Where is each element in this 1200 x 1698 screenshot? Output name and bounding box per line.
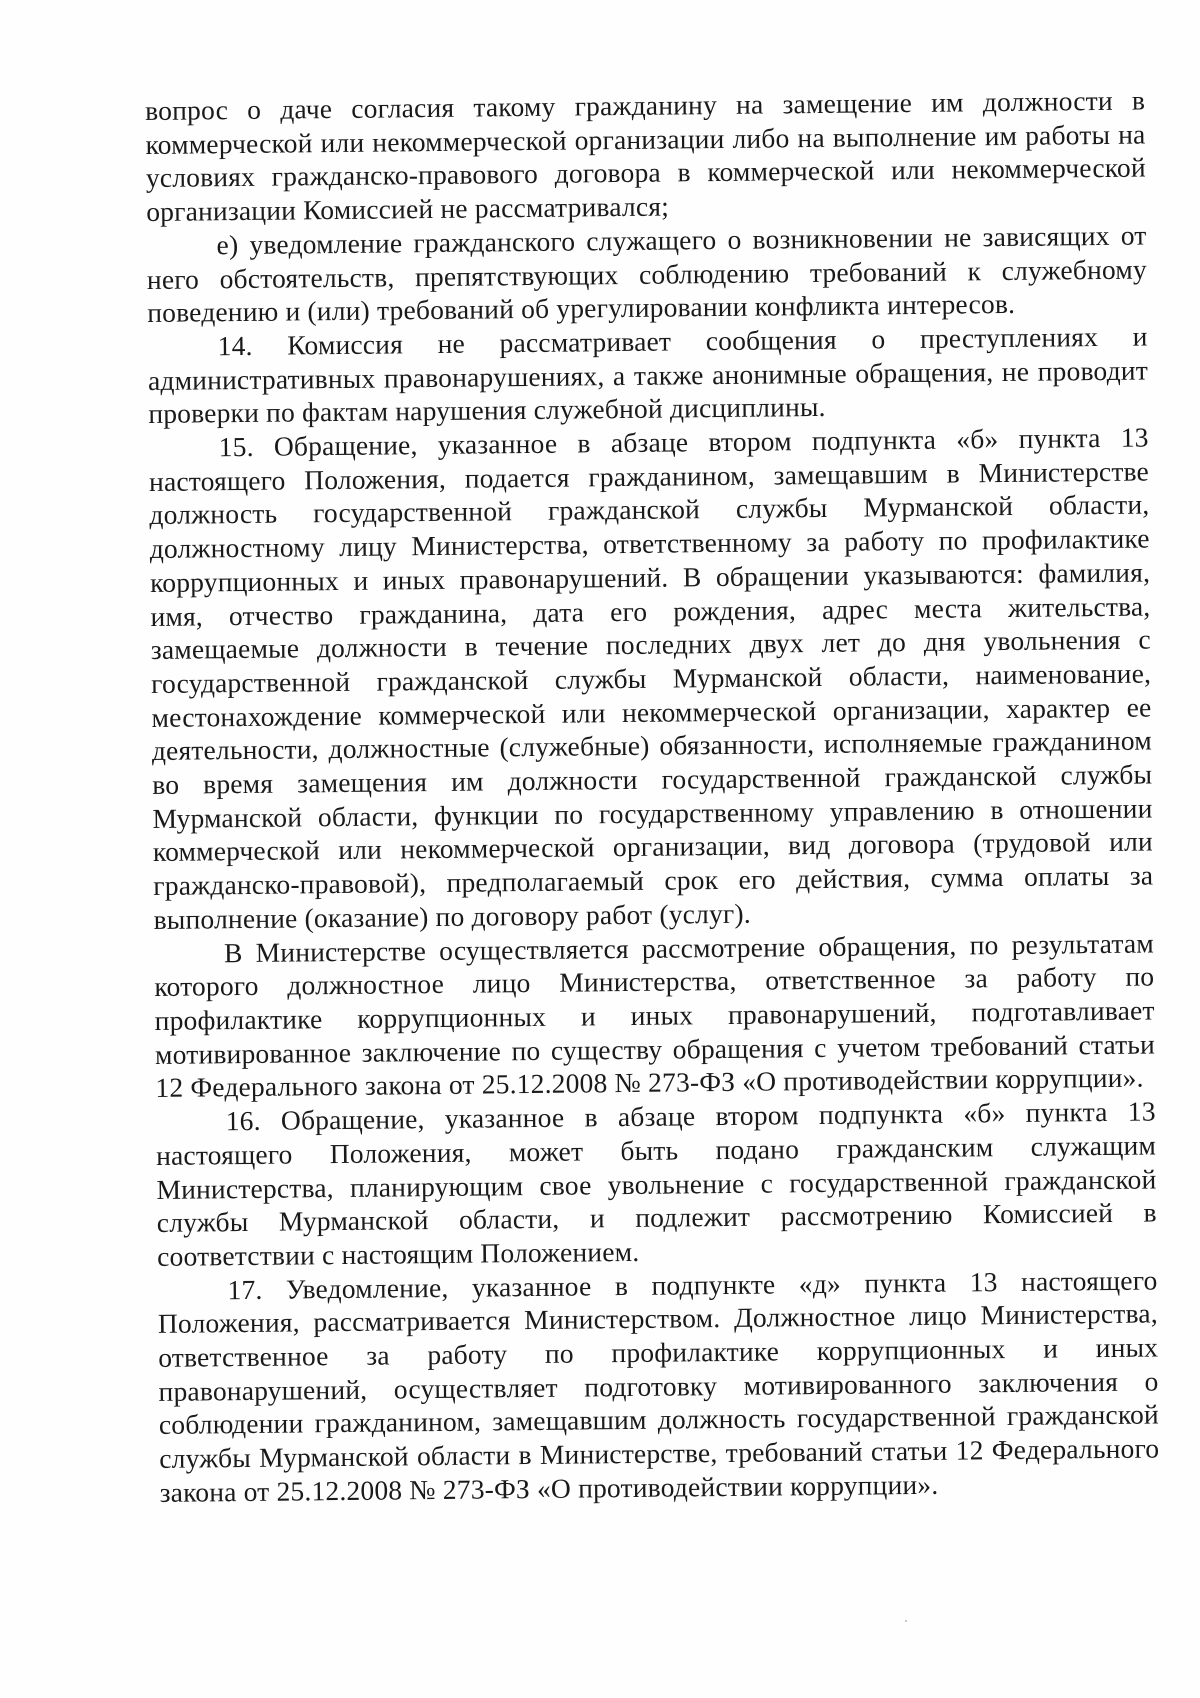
paragraph-item-15: 15. Обращение, указанное в абзаце втором подпункта «б» пункта 13 настоящего Положения, подается гражданином, замещавшим в Министерстве должность государственной гражданской службы Мурманской области, должностному лицу Министерства, ответственному за работу по профилактике коррупционных и иных правонарушений. В обращении указываются: фамилия, имя, отчество гражданина, дата его рождения, адрес места жительства, замещаемые должности в течение последних двух лет до дня увольнения с государственной гражданской службы Мурманской области, наименование, местонахождение коммерческой или некоммерческой организации, характер ее деятельности, должностные (служебные) обязанности, исполняемые гражданином во время замещения им должности государственной гражданской службы Мурманской области, функции по государственному управлению в отношении коммерческой или некоммерческой организации, вид договора (трудовой или гражданско-правовой), предполагаемый срок его действия, сумма оплаты за выполнение (оказание) по договору работ (услуг).: [148, 421, 1154, 935]
document-body: [145, 84, 1160, 1510]
paragraph-item-14: 14. Комиссия не рассматривает сообщения о преступлениях и административных правонарушениях, а также анонимные обращения, не проводит проверки по фактам нарушения служебной дисциплины.: [147, 320, 1149, 430]
scan-speck: [905, 1620, 907, 1622]
paragraph-continuation: вопрос о даче согласия такому гражданину на замещение им должности в коммерческой или некоммерческой организации либо на выполнение им работы на условиях гражданско-правового договора в коммерческой или некоммерческой организации Комиссией не рассматривался;: [145, 84, 1146, 228]
paragraph-item-17: 17. Уведомление, указанное в подпункте «д» пункта 13 настоящего Положения, рассматривается Министерством. Должностное лицо Министерства, ответственное за работу по профилактике коррупционных и иных правонарушений, осуществляет подготовку мотивированного заключения о соблюдении гражданином, замещавшим должность государственной гражданской службы Мурманской области в Министерстве, требований статьи 12 Федерального закона от 25.12.2008 № 273-ФЗ «О противодействии коррупции».: [157, 1264, 1160, 1508]
paragraph-item-16: 16. Обращение, указанное в абзаце втором подпункта «б» пункта 13 настоящего Положения, может быть подано гражданским служащим Министерства, планирующим свое увольнение с государственной гражданской службы Мурманской области, и подлежит рассмотрению Комиссией в соответствии с настоящим Положением.: [155, 1095, 1157, 1272]
paragraph-item-15-review: В Министерстве осуществляется рассмотрение обращения, по результатам которого должностное лицо Министерства, ответственное за работу по профилактике коррупционных и иных правонарушений, подготавливает мотивированное заключение по существу обращения с учетом требований статьи 12 Федерального закона от 25.12.2008 № 273-ФЗ «О противодействии коррупции».: [154, 927, 1156, 1104]
paragraph-item-e: е) уведомление гражданского служащего о возникновении не зависящих от него обстоятельств, препятствующих соблюдению требований к служебному поведению и (или) требований об урегулировании конфликта интересов.: [146, 219, 1148, 329]
